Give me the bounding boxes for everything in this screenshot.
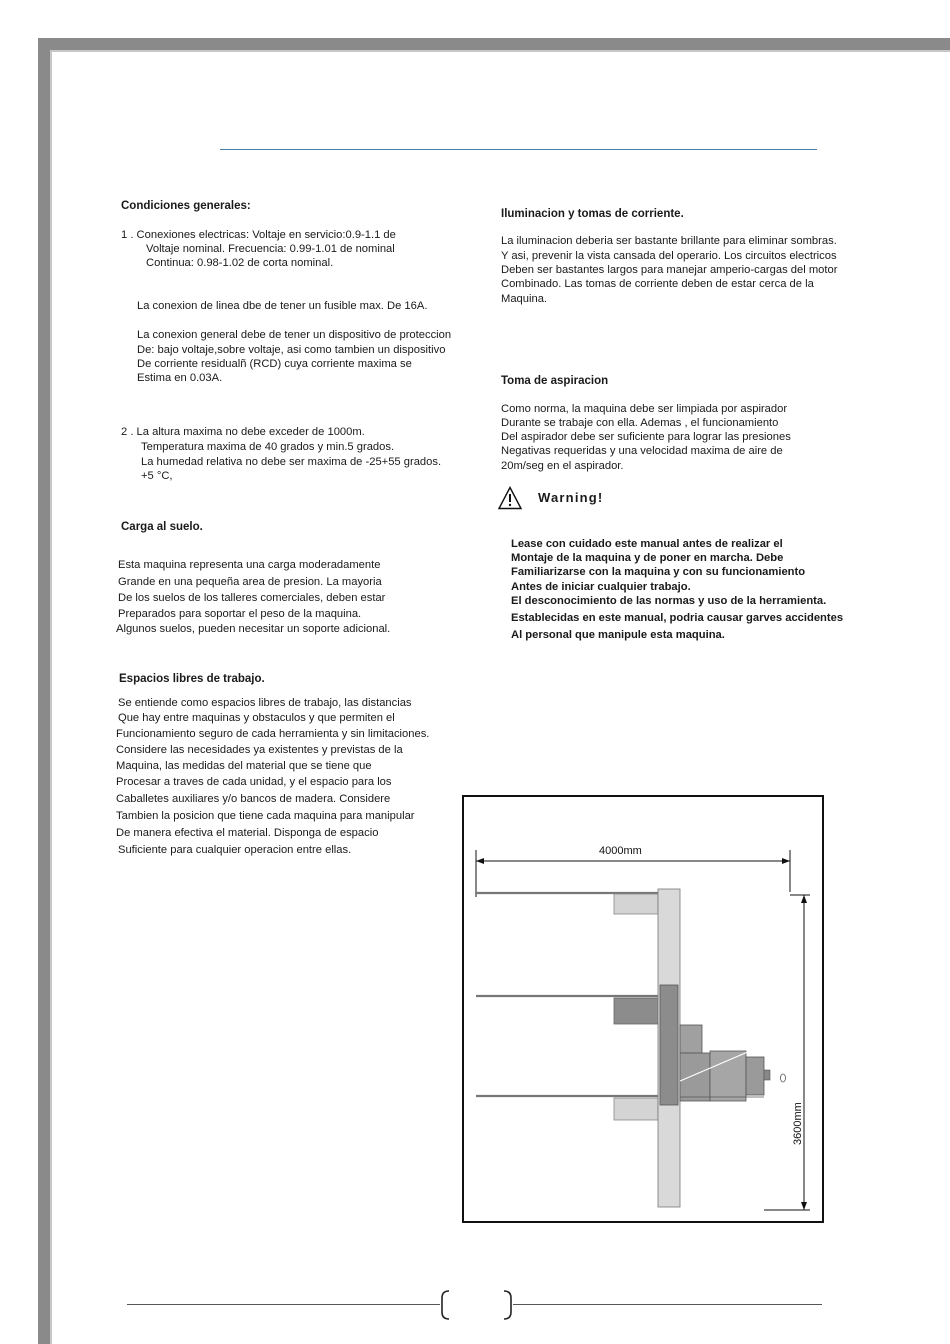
general-conditions-heading: Condiciones generales: <box>121 200 251 212</box>
width-dimension-label: 4000mm <box>599 845 642 857</box>
warning-line-4: Antes de iniciar cualquier trabajo. <box>511 581 691 593</box>
floor-line-1: Esta maquina representa una carga moderadamente <box>118 559 381 571</box>
warning-line-5: El desconocimiento de las normas y uso de la herramienta. <box>511 595 827 607</box>
warning-line-2: Montaje de la maquina y de poner en marcha. Debe <box>511 552 784 564</box>
suction-line-1: Como norma, la maquina debe ser limpiada por aspirador <box>501 403 788 415</box>
floor-load-heading: Carga al suelo. <box>121 521 203 533</box>
light-line-4: Combinado. Las tomas de corriente deben de estar cerca de la <box>501 278 814 290</box>
floor-line-5: Algunos suelos, pueden necesitar un soporte adicional. <box>116 623 391 635</box>
space-line-8: Tambien la posicion que tiene cada maquina para manipular <box>116 810 415 822</box>
warning-line-7: Al personal que manipule esta maquina. <box>511 629 725 641</box>
light-line-2: Y asi, prevenir la vista cansada del operario. Los circuitos electricos <box>501 250 837 262</box>
light-line-5: Maquina. <box>501 293 548 305</box>
clearance-diagram <box>462 795 824 1223</box>
page-frame-top <box>38 38 950 50</box>
space-line-1: Se entiende como espacios libres de trabajo, las distancias <box>118 697 412 709</box>
footer-bracket-right-icon <box>503 1290 513 1320</box>
header-rule <box>220 149 817 150</box>
free-space-heading: Espacios libres de trabajo. <box>119 673 265 685</box>
warning-line-3: Familiarizarse con la maquina y con su funcionamiento <box>511 566 806 578</box>
item2-line-1: 2 . La altura maxima no debe exceder de 1000m. <box>121 426 365 438</box>
item1-line-2: Voltaje nominal. Frecuencia: 0.99-1.01 de nominal <box>146 243 395 255</box>
protection-line-2: De: bajo voltaje,sobre voltaje, asi como tambien un dispositivo <box>137 344 446 356</box>
space-line-10: Suficiente para cualquier operacion entre ellas. <box>118 844 352 856</box>
fuse-line: La conexion de linea dbe de tener un fusible max. De 16A. <box>137 300 428 312</box>
protection-line-4: Estima en 0.03A. <box>137 372 223 384</box>
space-line-3: Funcionamiento seguro de cada herramienta y sin limitaciones. <box>116 728 430 740</box>
space-line-2: Que hay entre maquinas y obstaculos y que permiten el <box>118 712 395 724</box>
floor-line-3: De los suelos de los talleres comerciales, deben estar <box>118 592 386 604</box>
light-line-3: Deben ser bastantes largos para manejar amperio-cargas del motor <box>501 264 838 276</box>
warning-title: Warning! <box>538 490 604 505</box>
protection-line-1: La conexion general debe de tener un dispositivo de proteccion <box>137 329 452 341</box>
suction-line-5: 20m/seg en el aspirador. <box>501 460 624 472</box>
warning-line-6: Establecidas en este manual, podria causar garves accidentes <box>511 612 844 624</box>
warning-triangle-icon <box>498 486 522 510</box>
suction-heading: Toma de aspiracion <box>501 375 609 387</box>
suction-line-2: Durante se trabaje con ella. Ademas , el funcionamiento <box>501 417 779 429</box>
protection-line-3: De corriente residualñ (RCD) cuya corriente maxima se <box>137 358 412 370</box>
item2-line-4: +5 °C, <box>141 470 173 482</box>
height-dimension-label: 3600mm <box>792 1102 804 1145</box>
space-line-6: Procesar a traves de cada unidad, y el espacio para los <box>116 776 392 788</box>
page-frame-left <box>38 38 50 1344</box>
footer-rule-right <box>513 1304 822 1305</box>
clearance-diagram-drawing <box>464 797 822 1221</box>
suction-line-3: Del aspirador debe ser suficiente para lograr las presiones <box>501 431 791 443</box>
floor-line-2: Grande en una pequeña area de presion. La mayoria <box>118 576 382 588</box>
light-line-1: La iluminacion deberia ser bastante brillante para eliminar sombras. <box>501 235 837 247</box>
space-line-5: Maquina, las medidas del material que se tiene que <box>116 760 372 772</box>
item1-line-1: 1 . Conexiones electricas: Voltaje en servicio:0.9-1.1 de <box>121 229 396 241</box>
suction-line-4: Negativas requeridas y una velocidad maxima de aire de <box>501 445 783 457</box>
footer-rule-left <box>127 1304 440 1305</box>
space-line-4: Considere las necesidades ya existentes y previstas de la <box>116 744 403 756</box>
item2-line-2: Temperatura maxima de 40 grados y min.5 grados. <box>141 441 395 453</box>
space-line-9: De manera efectiva el material. Disponga de espacio <box>116 827 379 839</box>
space-line-7: Caballetes auxiliares y/o bancos de madera. Considere <box>116 793 391 805</box>
footer-bracket-left-icon <box>440 1290 450 1320</box>
item1-line-3: Continua: 0.98-1.02 de corta nominal. <box>146 257 334 269</box>
warning-line-1: Lease con cuidado este manual antes de realizar el <box>511 538 783 550</box>
page-frame-top-inner <box>50 50 950 52</box>
item2-line-3: La humedad relativa no debe ser maxima de -25+55 grados. <box>141 456 442 468</box>
lighting-heading: Iluminacion y tomas de corriente. <box>501 208 684 220</box>
page-frame-left-inner <box>50 50 52 1344</box>
floor-line-4: Preparados para soportar el peso de la maquina. <box>118 608 362 620</box>
